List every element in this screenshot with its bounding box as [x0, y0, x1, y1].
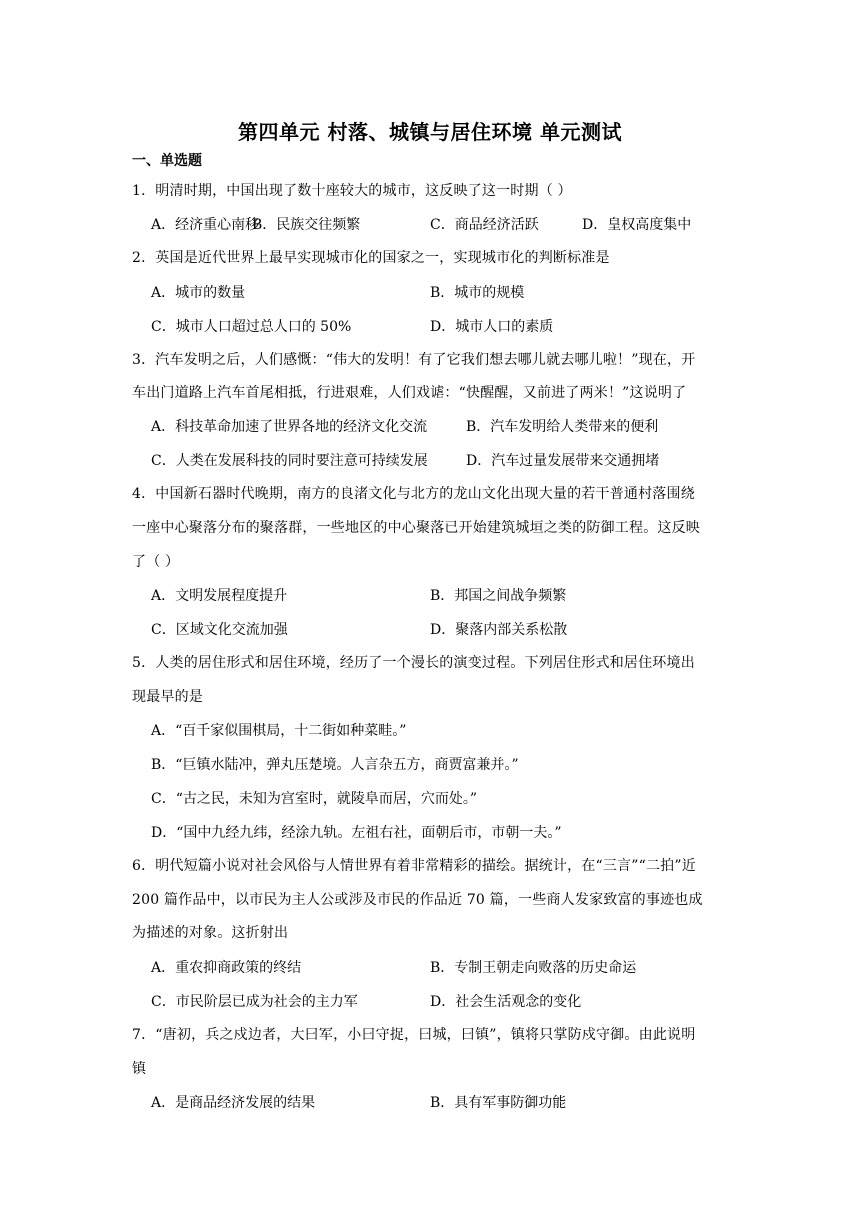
question-7-option-b: B．具有军事防御功能 [430, 1095, 567, 1111]
question-4-stem-line-1: 4．中国新石器时代晚期，南方的良渚文化与北方的龙山文化出现大量的若干普通村落围绕 [132, 486, 695, 502]
question-4-option-a: A．文明发展程度提升 [151, 588, 288, 604]
question-7-stem-line-2: 镇 [132, 1061, 147, 1077]
question-5-option-b: B．“巨镇水陆冲，弹丸压楚境。人言杂五方，商贾富兼并。” [151, 757, 519, 773]
question-1-option-c: C．商品经济活跃 [430, 217, 539, 233]
question-3-option-b: B．汽车发明给人类带来的便利 [466, 419, 659, 435]
question-5-option-c: C．“古之民，未知为宫室时，就陵阜而居，穴而处。” [151, 791, 478, 807]
question-4-option-b: B．邦国之间战争频繁 [430, 588, 567, 604]
page-title: 第四单元 村落、城镇与居住环境 单元测试 [238, 120, 622, 144]
question-4-stem-line-2: 一座中心聚落分布的聚落群，一些地区的中心聚落已开始建筑城垣之类的防御工程。这反映 [132, 520, 700, 536]
question-5-option-d: D．“国中九经九纬，经涂九轨。左祖右社，面朝后市，市朝一夫。” [151, 825, 562, 841]
question-2-option-a: A．城市的数量 [151, 285, 246, 301]
question-1-stem: 1．明清时期，中国出现了数十座较大的城市，这反映了这一时期（ ） [132, 183, 572, 199]
question-2-option-c: C．城市人口超过总人口的 50% [151, 319, 352, 335]
question-3-stem-line-2: 车出门道路上汽车首尾相抵，行进艰难，人们戏谑：“快醒醒，又前进了两米！”这说明了 [132, 385, 687, 401]
question-2-stem: 2．英国是近代世界上最早实现城市化的国家之一，实现城市化的判断标准是 [132, 250, 610, 266]
question-6-stem-line-1: 6．明代短篇小说对社会风俗与人情世界有着非常精彩的描绘。据统计，在“三言”“二拍”近 [132, 858, 696, 874]
question-1-option-d: D．皇权高度集中 [582, 217, 692, 233]
question-4-option-d: D．聚落内部关系松散 [430, 622, 568, 638]
question-4-stem-line-3: 了（ ） [132, 554, 180, 570]
question-5-option-a: A．“百千家似围棋局，十二街如种菜畦。” [151, 723, 407, 739]
question-5-stem-line-1: 5．人类的居住形式和居住环境，经历了一个漫长的演变过程。下列居住形式和居住环境出 [132, 655, 695, 671]
question-3-option-d: D．汽车过量发展带来交通拥堵 [466, 453, 660, 469]
question-4-option-c: C．区域文化交流加强 [151, 622, 288, 638]
question-6-option-d: D．社会生活观念的变化 [430, 994, 582, 1010]
question-6-option-a: A．重农抑商政策的终结 [151, 960, 302, 976]
question-6-option-b: B．专制王朝走向败落的历史命运 [430, 960, 637, 976]
question-6-stem-line-3: 为描述的对象。这折射出 [132, 925, 289, 941]
question-6-stem-line-2: 200 篇作品中，以市民为主人公或涉及市民的作品近 70 篇，一些商人发家致富的事迹也成 [132, 892, 703, 908]
question-5-stem-line-2: 现最早的是 [132, 689, 203, 705]
question-3-option-a: A．科技革命加速了世界各地的经济文化交流 [151, 419, 428, 435]
question-3-option-c: C．人类在发展科技的同时要注意可持续发展 [151, 453, 428, 469]
question-2-option-d: D．城市人口的素质 [430, 319, 554, 335]
question-1-option-b: B．民族交往频繁 [252, 217, 361, 233]
question-1-option-a: A．经济重心南移 [151, 217, 260, 233]
question-6-option-c: C．市民阶层已成为社会的主力军 [151, 994, 358, 1010]
question-7-option-a: A．是商品经济发展的结果 [151, 1095, 316, 1111]
section-heading: 一、单选题 [132, 153, 202, 169]
question-7-stem-line-1: 7．“唐初，兵之戍边者，大曰军，小曰守捉，曰城，曰镇”，镇将只掌防戍守御。由此说明 [132, 1027, 696, 1043]
question-2-option-b: B．城市的规模 [430, 285, 525, 301]
question-3-stem-line-1: 3．汽车发明之后，人们感慨：“伟大的发明！有了它我们想去哪儿就去哪儿啦！”现在，开 [132, 352, 696, 368]
